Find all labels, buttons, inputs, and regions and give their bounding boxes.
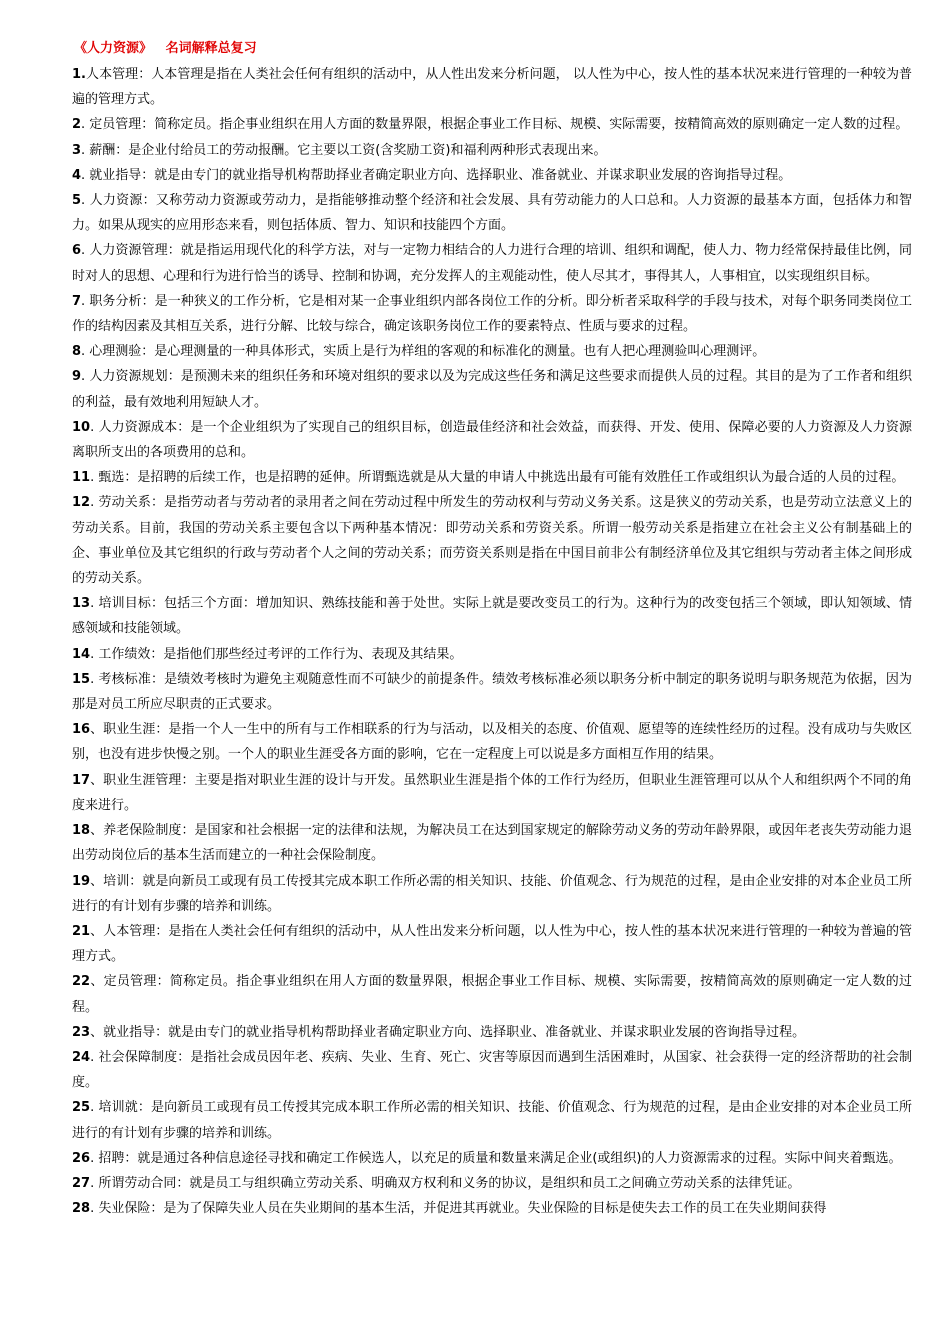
entry-text: 、定员管理：简称定员。指企事业组织在用人方面的数量界限，根据企事业工作目标、规模、实际需要，按精简高效的原则确定一定人数的过程。 <box>72 974 912 1015</box>
entry-number: 2 <box>72 117 82 133</box>
entry-number: 21 <box>72 923 91 939</box>
entry-text: . 招聘：就是通过各种信息途径寻找和确定工作候选人，以充足的质量和数量来满足企业(或组织)的人力资源需求的过程。实际中间夹着甄选。 <box>90 1150 902 1166</box>
glossary-entry <box>72 62 912 112</box>
entry-number: 18 <box>72 823 91 839</box>
entry-text: . 职务分析：是一种狭义的工作分析，它是相对某一企事业组织内部各岗位工作的分析。即分析者采取科学的手段与技术，对每个职务同类岗位工作的结构因素及其相互关系，进行分解、比较与综合，确定该职务岗位工作的要素特点、性质与要求的过程。 <box>72 293 912 335</box>
glossary-entry <box>72 188 912 238</box>
entry-text: . 培训目标：包括三个方面：增加知识、熟练技能和善于处世。实际上就是要改变员工的行为。这种行为的改变包括三个领域，即认知领域、情感领域和技能领域。 <box>72 596 912 637</box>
glossary-entry <box>72 490 912 591</box>
glossary-entry <box>72 465 912 490</box>
glossary-entry <box>72 717 912 767</box>
entry-text: . 考核标准：是绩效考核时为避免主观随意性而不可缺少的前提条件。绩效考核标准必须以职务分析中制定的职务说明与职务规范为依据，因为那是对员工所应尽职责的正式要求。 <box>72 671 912 713</box>
glossary-entry <box>72 364 912 414</box>
entry-text: . 定员管理：简称定员。指企事业组织在用人方面的数量界限，根据企事业工作目标、规模、实际需要，按精简高效的原则确定一定人数的过程。 <box>81 117 909 133</box>
glossary-entry <box>72 869 912 919</box>
entry-number: 7 <box>72 293 82 309</box>
entry-number: 8 <box>72 344 82 360</box>
glossary-entry <box>72 591 912 641</box>
entry-text: 、职业生涯管理：主要是指对职业生涯的设计与开发。虽然职业生涯是指个体的工作行为经历，但职业生涯管理可以从个人和组织两个不同的角度来进行。 <box>72 772 912 813</box>
entry-text: 、就业指导：就是由专门的就业指导机构帮助择业者确定职业方向、选择职业、准备就业、并谋求职业发展的咨询指导过程。 <box>90 1024 806 1040</box>
entry-text: . 甄选：是招聘的后续工作，也是招聘的延伸。所谓甄选就是从大量的申请人中挑选出最有可能有效胜任工作或组织认为最合适的人员的过程。 <box>90 470 905 486</box>
glossary-entry <box>72 1146 912 1171</box>
glossary-entry <box>72 138 912 163</box>
glossary-entry <box>72 768 912 818</box>
entry-number: 10 <box>72 419 91 435</box>
entry-text: . 劳动关系：是指劳动者与劳动者的录用者之间在劳动过程中所发生的劳动权利与劳动义务关系。这是狭义的劳动关系，也是劳动立法意义上的劳动关系。目前，我国的劳动关系主要包含以下两种基本情况：即劳动关系和劳资关系。所谓一般劳动关系是指建立在社会主义公有制基础上的企、事业单位及其它组织的行政与劳动者个人之间的劳动关系；而劳资关系则是指在中国目前非公有制经济单位及其它组织与劳动者主体之间形成的劳动关系。 <box>72 495 912 587</box>
glossary-entry <box>72 1045 912 1095</box>
entry-number: 4 <box>72 167 82 183</box>
entry-text: . 人力资源：又称劳动力资源或劳动力，是指能够推动整个经济和社会发展、具有劳动能力的人口总和。人力资源的最基本方面，包括体力和智力。如果从现实的应用形态来看，则包括体质、智力、知识和技能四个方面。 <box>72 193 912 234</box>
document-title: 《人力资源》 名词解释总复习 <box>74 41 257 56</box>
entry-text: . 薪酬：是企业付给员工的劳动报酬。它主要以工资(含奖励工资)和福利两种形式表现出来。 <box>81 142 607 158</box>
glossary-entry <box>72 667 912 717</box>
entry-text: 、培训：就是向新员工或现有员工传授其完成本职工作所必需的相关知识、技能、价值观念、行为规范的过程，是由企业安排的对本企业员工所进行的有计划有步骤的培养和训练。 <box>72 873 912 914</box>
glossary-entry <box>72 339 912 364</box>
glossary-entry <box>72 1020 912 1045</box>
entry-text: 、职业生涯：是指一个人一生中的所有与工作相联系的行为与活动，以及相关的态度、价值观、愿望等的连续性经历的过程。没有成功与失败区别，也没有进步快慢之别。一个人的职业生涯受各方面的影响，它在一定程度上可以说是多方面相互作用的结果。 <box>72 722 912 763</box>
entry-number: 28 <box>72 1201 91 1217</box>
entry-number: 3 <box>72 142 82 158</box>
entry-number: 12 <box>72 495 91 511</box>
entry-text: . 人力资源管理：就是指运用现代化的科学方法，对与一定物力相结合的人力进行合理的培训、组织和调配，使人力、物力经常保持最佳比例，同时对人的思想、心理和行为进行恰当的诱导、控制和协调，充分发挥人的主观能动性，使人尽其才，事得其人，人事相宜，以实现组织目标。 <box>72 243 912 284</box>
entry-number: 11 <box>72 470 91 486</box>
entry-number: 27 <box>72 1175 91 1191</box>
glossary-entry <box>72 919 912 969</box>
glossary-entry <box>72 112 912 137</box>
glossary-entry <box>72 969 912 1019</box>
glossary-entry <box>72 238 912 288</box>
glossary-entry <box>72 1196 912 1221</box>
glossary-entry <box>72 642 912 667</box>
glossary-list <box>72 62 912 1221</box>
glossary-entry <box>72 289 912 339</box>
entry-text: . 社会保障制度：是指社会成员因年老、疾病、失业、生育、死亡、灾害等原因而遇到生活困难时，从国家、社会获得一定的经济帮助的社会制度。 <box>72 1049 912 1091</box>
entry-text: . 人力资源成本：是一个企业组织为了实现自己的组织目标，创造最佳经济和社会效益，而获得、开发、使用、保障必要的人力资源及人力资源离职所支出的各项费用的总和。 <box>72 419 912 461</box>
entry-text: . 人力资源规划：是预测未来的组织任务和环境对组织的要求以及为完成这些任务和满足这些要求而提供人员的过程。其目的是为了工作者和组织的利益，最有效地利用短缺人才。 <box>72 369 912 410</box>
entry-number: 5 <box>72 193 82 209</box>
entry-number: 19 <box>72 873 91 889</box>
glossary-entry <box>72 1171 912 1196</box>
glossary-entry <box>72 415 912 465</box>
entry-number: 6 <box>72 243 82 259</box>
entry-text: . 失业保险：是为了保障失业人员在失业期间的基本生活，并促进其再就业。失业保险的目标是使失去工作的员工在失业期间获得 <box>90 1201 827 1217</box>
entry-number: 25 <box>72 1100 91 1116</box>
entry-text: . 工作绩效：是指他们那些经过考评的工作行为、表现及其结果。 <box>90 646 463 662</box>
entry-text: 、人本管理：是指在人类社会任何有组织的活动中，从人性出发来分析问题，以人性为中心，按人性的基本状况来进行管理的一种较为普遍的管理方式。 <box>72 923 912 965</box>
entry-number: 24 <box>72 1049 91 1065</box>
glossary-entry <box>72 818 912 868</box>
entry-text: . 培训就：是向新员工或现有员工传授其完成本职工作所必需的相关知识、技能、价值观念、行为规范的过程，是由企业安排的对本企业员工所进行的有计划有步骤的培养和训练。 <box>72 1100 912 1141</box>
entry-text: . 就业指导：就是由专门的就业指导机构帮助择业者确定职业方向、选择职业、准备就业、并谋求职业发展的咨询指导过程。 <box>81 167 792 183</box>
entry-text: 、养老保险制度：是国家和社会根据一定的法律和法规，为解决员工在达到国家规定的解除劳动义务的劳动年龄界限，或因年老丧失劳动能力退出劳动岗位后的基本生活而建立的一种社会保险制度。 <box>72 823 912 864</box>
glossary-entry <box>72 1095 912 1145</box>
entry-number: 15 <box>72 671 91 687</box>
entry-number: 9 <box>72 369 82 385</box>
entry-number: 1. <box>72 67 86 82</box>
entry-number: 13 <box>72 596 91 612</box>
entry-number: 17 <box>72 772 91 788</box>
entry-number: 14 <box>72 646 91 662</box>
entry-number: 23 <box>72 1024 91 1040</box>
entry-number: 26 <box>72 1150 91 1166</box>
entry-text: . 所谓劳动合同：就是员工与组织确立劳动关系、明确双方权利和义务的协议，是组织和员工之间确立劳动关系的法律凭证。 <box>90 1175 801 1191</box>
glossary-entry <box>72 163 912 188</box>
entry-text: . 心理测验：是心理测量的一种具体形式，实质上是行为样组的客观的和标准化的测量。也有人把心理测验叫心理测评。 <box>81 344 766 360</box>
entry-number: 22 <box>72 974 91 990</box>
entry-number: 16 <box>72 722 91 738</box>
entry-text: 人本管理：人本管理是指在人类社会任何有组织的活动中，从人性出发来分析问题， 以人性为中心，按人性的基本状况来进行管理的一种较为普遍的管理方式。 <box>72 67 912 108</box>
